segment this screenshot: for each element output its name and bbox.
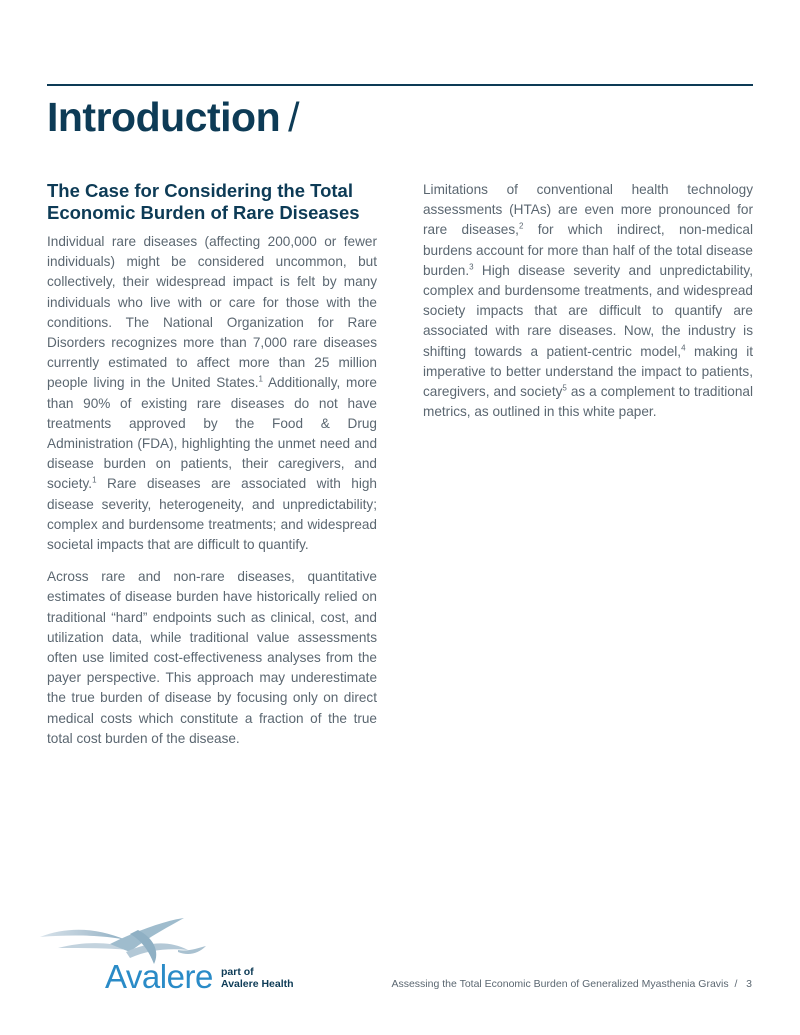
footnote-ref: 5 bbox=[562, 383, 567, 393]
footnote-ref: 2 bbox=[518, 221, 524, 231]
footnote-ref: 1 bbox=[92, 475, 97, 485]
paragraph-1: Individual rare diseases (affecting 200,000 or fewer individuals) might be considered uncommon, but collectively, their widespread impact is felt by many individuals who live with or care for those with the conditions. The National Organization for Rare Disorders recognizes more than 7,000 rare diseases currently estimated to affect more than 25 million people living in the United States.$^1$ Additionally, more than 90% of existing rare diseases do not have treatments approved by the Food & Drug Administration (FDA), highlighting the unmet need and disease burden on patients, their caregivers, and society.$^1$ Rare diseases are associated with high disease severity, heterogeneity, and unpredictability; complex and burdensome treatments; and widespread societal impacts that are difficult to quantify. bbox=[47, 234, 377, 553]
page-number: 3 bbox=[746, 978, 752, 990]
section-heading: The Case for Considering the Total Economic Burden of Rare Diseases bbox=[47, 180, 360, 223]
title-slash: / bbox=[288, 94, 300, 140]
footer-separator: / bbox=[734, 978, 738, 990]
footnote-ref: 4 bbox=[681, 343, 686, 353]
part-of-avalere-health: part of Avalere Health bbox=[221, 966, 294, 990]
right-column bbox=[423, 180, 753, 434]
paragraph-2: Across rare and non-rare diseases, quantitative estimates of disease burden have historically relied on traditional “hard” endpoints such as clinical, cost, and utilization data, while traditional value assessments often use limited cost-effectiveness analyses from the payer perspective. This approach may underestimate the true burden of disease by focusing only on direct medical costs which constitute a fraction of the true total cost burden of the disease. bbox=[47, 569, 377, 746]
left-column bbox=[47, 180, 377, 761]
page-title: Introduction / bbox=[47, 94, 300, 140]
page-footer: Assessing the Total Economic Burden of Generalized Myasthenia Gravis / 3 bbox=[391, 978, 752, 990]
avalere-wordmark: Avalere bbox=[105, 958, 213, 995]
footnote-ref: 3 bbox=[469, 262, 474, 272]
paragraph-3: Limitations of conventional health technology assessments (HTAs) are even more pronounced for rare diseases,$^2$ for which indirect, non-medical burdens account for more than half of the total disease burden.$^3$ High disease severity and unpredictability, complex and burdensome treatments, and widespread society impacts that are difficult to quantify are associated with rare diseases. Now, the industry is shifting towards a patient-centric model,$^4$ making it imperative to better understand the impact to patients, caregivers, and society$^5$ as a complement to traditional metrics, as outlined in this white paper. bbox=[423, 182, 753, 420]
footnote-ref: 1 bbox=[258, 374, 263, 384]
header-rule bbox=[47, 84, 753, 86]
